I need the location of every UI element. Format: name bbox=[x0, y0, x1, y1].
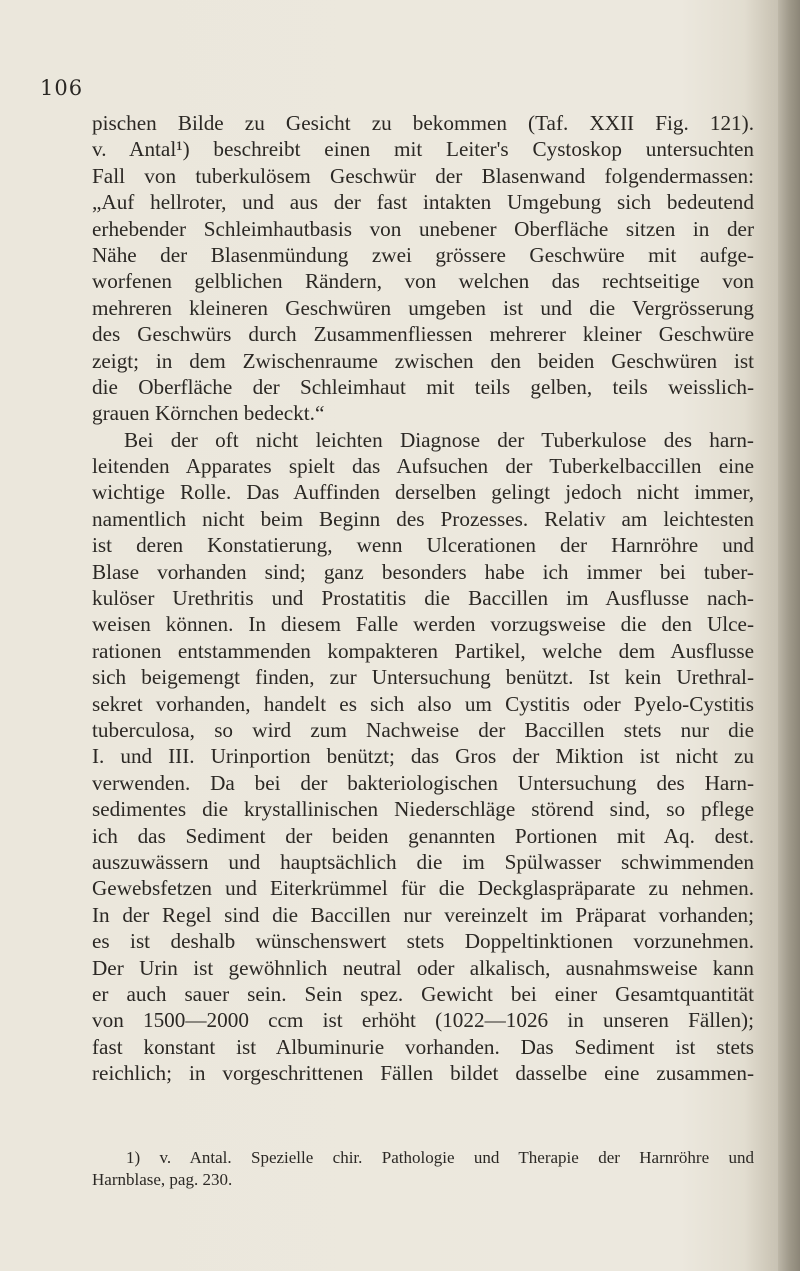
text-line: Bei der oft nicht leichten Diagnose der Tuberkulose des harn- bbox=[124, 427, 754, 452]
text-line: erhebender Schleimhautbasis von unebener Oberfläche sitzen in der bbox=[92, 216, 754, 241]
text-line: von 1500—2000 ccm ist erhöht (1022—1026 in unseren Fällen); bbox=[92, 1008, 754, 1033]
text-line: kulöser Urethritis und Prostatitis die Baccillen im Ausflusse nach- bbox=[92, 586, 754, 611]
text-line: weisen können. In diesem Falle werden vorzugsweise die den Ulce- bbox=[92, 612, 754, 637]
text-line: ist deren Konstatierung, wenn Ulcerationen der Harnröhre und bbox=[92, 533, 754, 558]
text-line: Blase vorhanden sind; ganz besonders habe ich immer bei tuber- bbox=[92, 559, 754, 584]
text-line: ich das Sediment der beiden genannten Portionen mit Aq. dest. bbox=[92, 823, 754, 848]
footnotes bbox=[92, 1147, 754, 1191]
text-line: sich beigemengt finden, zur Untersuchung benützt. Ist kein Urethral- bbox=[92, 665, 754, 690]
text-line: reichlich; in vorgeschrittenen Fällen bildet dasselbe eine zusammen- bbox=[92, 1061, 754, 1086]
text-line: es ist deshalb wünschenswert stets Doppeltinktionen vorzunehmen. bbox=[92, 929, 754, 954]
text-line: verwenden. Da bei der bakteriologischen Untersuchung des Harn- bbox=[92, 770, 754, 795]
text-line: Gewebsfetzen und Eiterkrümmel für die Deckglaspräparate zu nehmen. bbox=[92, 876, 754, 901]
body-text bbox=[92, 110, 754, 1086]
text-line: sedimentes die krystallinischen Niederschläge störend sind, so pflege bbox=[92, 797, 754, 822]
text-line: pischen Bilde zu Gesicht zu bekommen (Taf. XXII Fig. 121). bbox=[92, 111, 754, 135]
text-line: v. Antal¹) beschreibt einen mit Leiter's Cystoskop untersuchten bbox=[92, 137, 754, 162]
text-line: fast konstant ist Albuminurie vorhanden. Das Sediment ist stets bbox=[92, 1034, 754, 1059]
book-spine-shadow bbox=[778, 0, 800, 1271]
text-line: grauen Körnchen bedeckt.“ bbox=[92, 401, 325, 426]
text-line: I. und III. Urinportion benützt; das Gros der Miktion ist nicht zu bbox=[92, 744, 754, 769]
text-line: Nähe der Blasenmündung zwei grössere Geschwüre mit aufge- bbox=[92, 242, 754, 267]
text-line: Fall von tuberkulösem Geschwür der Blasenwand folgendermassen: bbox=[92, 163, 754, 188]
text-line: tuberculosa, so wird zum Nachweise der Baccillen stets nur die bbox=[92, 717, 754, 742]
text-line: des Geschwürs durch Zusammenfliessen mehrerer kleiner Geschwüre bbox=[92, 322, 754, 347]
text-line: zeigt; in dem Zwischenraume zwischen den beiden Geschwüren ist bbox=[92, 348, 754, 373]
text-line: sekret vorhanden, handelt es sich also um Cystitis oder Pyelo-Cystitis bbox=[92, 691, 754, 716]
text-line: wichtige Rolle. Das Auffinden derselben gelingt jedoch nicht immer, bbox=[92, 480, 754, 505]
text-line: worfenen gelblichen Rändern, von welchen das rechtseitige von bbox=[92, 269, 754, 294]
text-line: mehreren kleineren Geschwüren umgeben ist und die Vergrösserung bbox=[92, 295, 754, 320]
footnote-line: 1) v. Antal. Spezielle chir. Pathologie und Therapie der Harnröhre und bbox=[126, 1148, 754, 1167]
page-number: 106 bbox=[40, 76, 84, 100]
text-line: In der Regel sind die Baccillen nur vereinzelt im Präparat vorhanden; bbox=[92, 902, 754, 927]
text-line: auszuwässern und hauptsächlich die im Spülwasser schwimmenden bbox=[92, 849, 754, 874]
text-line: er auch sauer sein. Sein spez. Gewicht bei einer Gesamtquantität bbox=[92, 981, 754, 1006]
text-line: namentlich nicht beim Beginn des Prozesses. Relativ am leichtesten bbox=[92, 506, 754, 531]
text-line: leitenden Apparates spielt das Aufsuchen der Tuberkelbaccillen eine bbox=[92, 454, 754, 479]
text-line: die Oberfläche der Schleimhaut mit teils gelben, teils weisslich- bbox=[92, 374, 754, 399]
footnote-line: Harnblase, pag. 230. bbox=[92, 1170, 233, 1189]
text-line: Der Urin ist gewöhnlich neutral oder alkalisch, ausnahmsweise kann bbox=[92, 955, 754, 980]
text-line: rationen entstammenden kompakteren Partikel, welche dem Ausflusse bbox=[92, 638, 754, 663]
text-line: „Auf hellroter, und aus der fast intakten Umgebung sich bedeutend bbox=[92, 190, 754, 215]
